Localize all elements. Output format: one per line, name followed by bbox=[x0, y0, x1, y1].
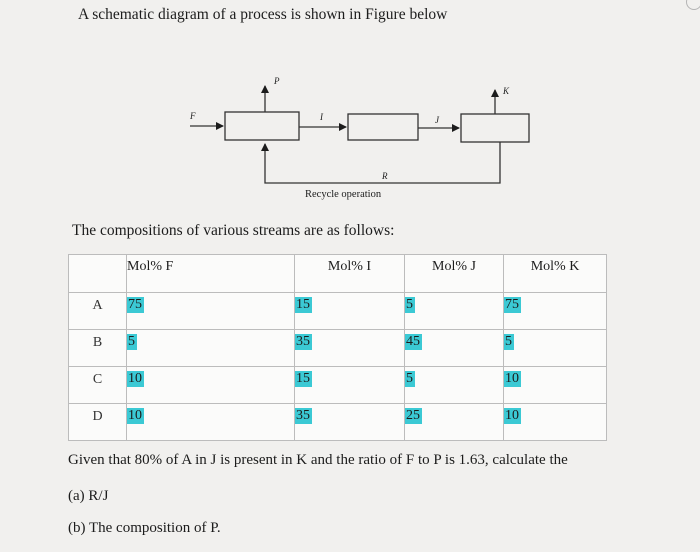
process-schematic bbox=[185, 72, 545, 207]
row-label: C bbox=[69, 367, 127, 404]
cell-value: 10 bbox=[128, 371, 142, 386]
header-blank bbox=[69, 255, 127, 293]
cell-value: 35 bbox=[296, 408, 310, 423]
cell-j bbox=[405, 330, 504, 367]
table-row bbox=[69, 367, 607, 404]
header-mol-k: Mol% K bbox=[504, 255, 607, 293]
cell-value: 15 bbox=[296, 297, 310, 312]
cell-value: 25 bbox=[406, 408, 420, 423]
cell-value: 75 bbox=[505, 297, 519, 312]
given-statement: Given that 80% of A in J is present in K and the ratio of F to P is 1.63, calculate the bbox=[68, 452, 568, 468]
cell-value: 45 bbox=[406, 334, 420, 349]
cell-i bbox=[295, 330, 405, 367]
header-mol-f: Mol% F bbox=[127, 255, 295, 293]
cell-value: 5 bbox=[128, 334, 135, 349]
cell-f bbox=[127, 367, 295, 404]
cell-j bbox=[405, 293, 504, 330]
label-i: I bbox=[320, 112, 323, 122]
table-row bbox=[69, 404, 607, 441]
row-label: B bbox=[69, 330, 127, 367]
label-j: J bbox=[435, 115, 439, 125]
cell-value: 5 bbox=[406, 371, 413, 386]
table-row bbox=[69, 293, 607, 330]
problem-title: A schematic diagram of a process is shown in Figure below bbox=[78, 6, 448, 23]
reactor-box bbox=[348, 114, 418, 140]
mixer-box bbox=[225, 112, 299, 140]
label-k: K bbox=[503, 86, 510, 96]
header-mol-j: Mol% J bbox=[405, 255, 504, 293]
cell-f bbox=[127, 404, 295, 441]
cell-j bbox=[405, 404, 504, 441]
cell-value: 10 bbox=[505, 371, 519, 386]
compositions-intro: The compositions of various streams are as follows: bbox=[72, 222, 395, 239]
diagram-caption: Recycle operation bbox=[305, 189, 382, 200]
cell-value: 5 bbox=[406, 297, 413, 312]
cell-k bbox=[504, 367, 607, 404]
composition-table bbox=[68, 254, 607, 441]
cell-i bbox=[295, 293, 405, 330]
question-b: (b) The composition of P. bbox=[68, 520, 221, 536]
cell-k bbox=[504, 293, 607, 330]
cell-f bbox=[127, 330, 295, 367]
cell-value: 15 bbox=[296, 371, 310, 386]
cell-value: 10 bbox=[128, 408, 142, 423]
row-label: D bbox=[69, 404, 127, 441]
separator-box bbox=[461, 114, 529, 142]
row-label: A bbox=[69, 293, 127, 330]
table-row bbox=[69, 330, 607, 367]
corner-circle-icon bbox=[686, 0, 700, 10]
cell-value: 5 bbox=[505, 334, 512, 349]
question-a: (a) R/J bbox=[68, 488, 109, 504]
cell-j bbox=[405, 367, 504, 404]
label-p: P bbox=[274, 76, 280, 86]
cell-f bbox=[127, 293, 295, 330]
cell-value: 35 bbox=[296, 334, 310, 349]
cell-i bbox=[295, 367, 405, 404]
cell-value: 75 bbox=[128, 297, 142, 312]
cell-k bbox=[504, 404, 607, 441]
cell-value: 10 bbox=[505, 408, 519, 423]
label-f: F bbox=[190, 111, 196, 121]
cell-k bbox=[504, 330, 607, 367]
header-mol-i: Mol% I bbox=[295, 255, 405, 293]
cell-i bbox=[295, 404, 405, 441]
table-header-row bbox=[69, 255, 607, 293]
label-r: R bbox=[382, 171, 388, 181]
